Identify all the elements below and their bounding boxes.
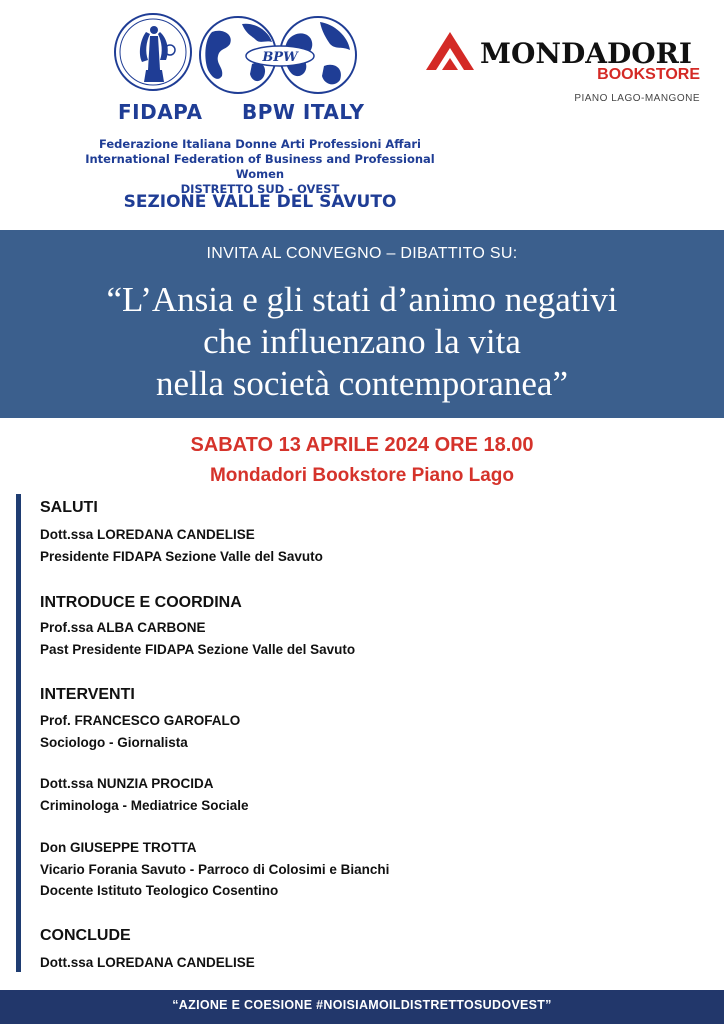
speaker-2-name: Dott.ssa NUNZIA PROCIDA	[40, 776, 214, 791]
interventi-heading: INTERVENTI	[40, 686, 135, 703]
district-name: DISTRETTO SUD - OVEST	[180, 182, 340, 196]
event-date: SABATO 13 APRILE 2024 ORE 18.00	[190, 434, 534, 456]
conclude-heading: CONCLUDE	[40, 927, 131, 944]
speaker-3-name: Don GIUSEPPE TROTTA	[40, 840, 197, 855]
saluti-role: Presidente FIDAPA Sezione Valle del Savuto	[40, 549, 323, 564]
bpw-label	[246, 46, 314, 66]
introduce-heading: INTRODUCE E COORDINA	[40, 594, 242, 611]
bookstore-location: PIANO LAGO-MANGONE	[574, 93, 700, 104]
event-place: Mondadori Bookstore Piano Lago	[209, 465, 514, 486]
saluti-heading: SALUTI	[40, 499, 98, 516]
mondadori-triangle-icon	[426, 32, 474, 70]
invite-text: INVITA AL CONVEGNO – DIBATTITO SU:	[206, 245, 518, 262]
fidapa-bpw-logos	[112, 10, 362, 100]
speaker-1-name: Prof. FRANCESCO GAROFALO	[40, 713, 241, 728]
saluti-name: Dott.ssa LOREDANA CANDELISE	[40, 527, 255, 542]
section-name: SEZIONE VALLE DEL SAVUTO	[123, 192, 397, 212]
federation-international: International Federation of Business and Professional Women	[85, 152, 435, 181]
program-divider	[16, 494, 21, 972]
conclude-name: Dott.ssa LOREDANA CANDELISE	[40, 955, 255, 970]
introduce-name: Prof.ssa ALBA CARBONE	[40, 620, 206, 635]
footer-slogan: “AZIONE E COESIONE #NOISIAMOILDISTRETTOSUDOVEST”	[172, 998, 552, 1012]
bookstore-label: BOOKSTORE	[597, 66, 700, 83]
introduce-role: Past Presidente FIDAPA Sezione Valle del Savuto	[40, 642, 356, 657]
federation-italian: Federazione Italiana Donne Arti Professioni Affari	[98, 137, 421, 151]
speaker-1-role: Sociologo - Giornalista	[40, 735, 188, 750]
speaker-3-role-2: Docente Istituto Teologico Cosentino	[40, 883, 279, 898]
title-line-1: “L’Ansia e gli stati d’animo negativi	[106, 280, 618, 319]
mondadori-name: MONDADORI	[480, 37, 693, 70]
title-line-3: nella società contemporanea”	[155, 364, 568, 403]
org-fidapa: FIDAPA	[118, 100, 203, 124]
speaker-3-role: Vicario Forania Savuto - Parroco di Colosimi e Bianchi	[40, 862, 390, 877]
federation-names	[60, 137, 460, 197]
bpw-logo-text: BPW	[262, 50, 298, 65]
fidapa-emblem-icon	[115, 14, 191, 90]
org-names	[118, 100, 365, 124]
org-bpw-italy: BPW ITALY	[241, 100, 365, 124]
speaker-2-role: Criminologa - Mediatrice Sociale	[40, 798, 249, 813]
title-line-2: che influenzano la vita	[203, 322, 521, 361]
